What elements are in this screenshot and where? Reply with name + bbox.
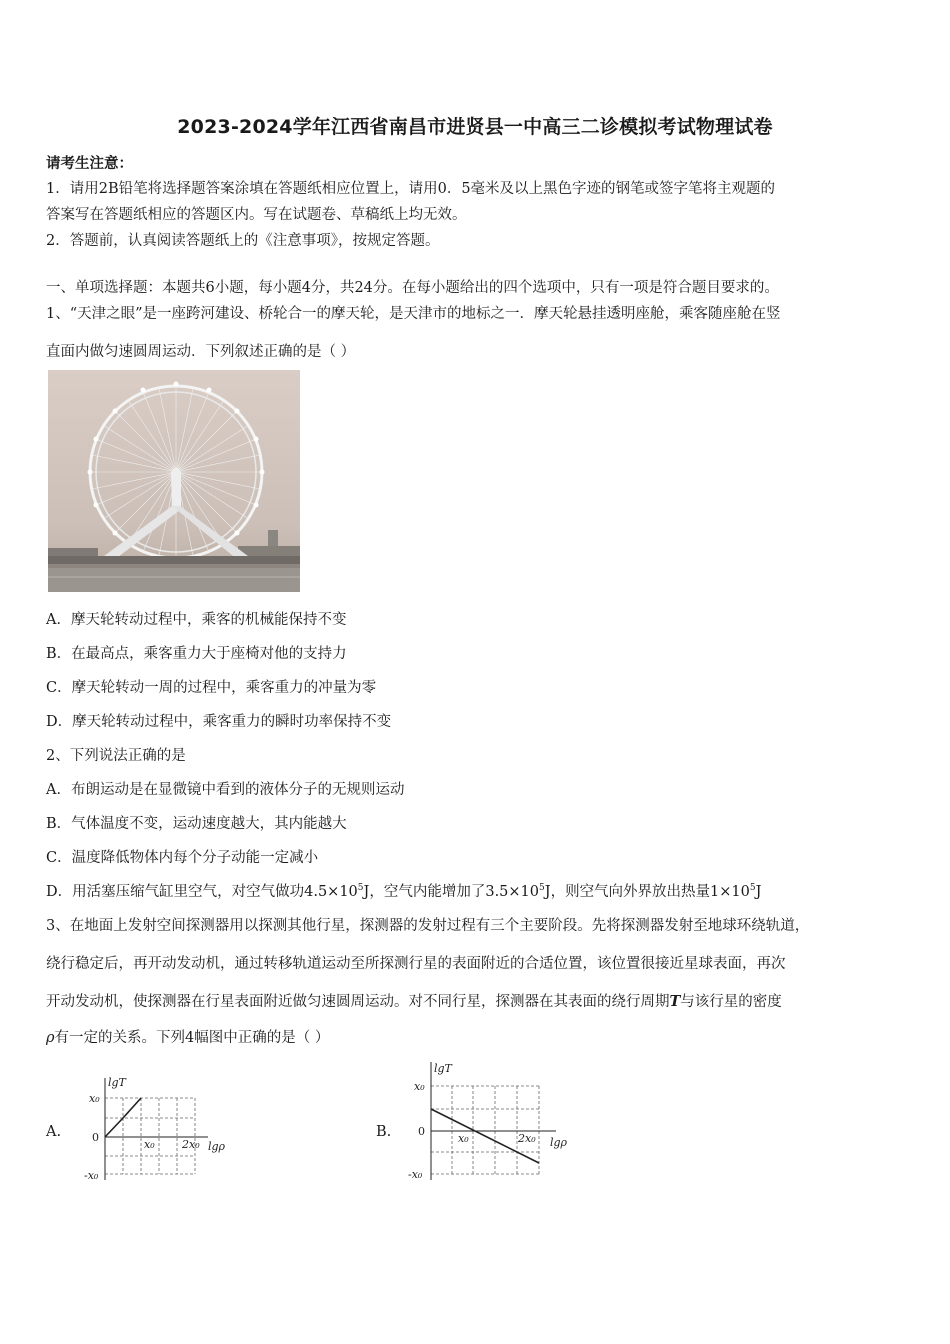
q1-option-d: D．摩天轮转动过程中，乘客重力的瞬时功率保持不变 bbox=[46, 714, 392, 730]
q3-line-3 bbox=[46, 990, 782, 1011]
graph-b-neg-x0: -x₀ bbox=[408, 1168, 423, 1181]
q2-option-d-part3: J，则空气向外界放出热量1×10 bbox=[544, 884, 750, 900]
q3-line-1: 3、在地面上发射空间探测器用以探测其他行星，探测器的发射过程有三个主要阶段。先将探测器发射至地球环绕轨道， bbox=[46, 918, 810, 934]
graph-a-x0: x₀ bbox=[144, 1138, 155, 1151]
q2-option-a: A．布朗运动是在显微镜中看到的液体分子的无规则运动 bbox=[46, 782, 405, 798]
graph-a-x0-tick: x₀ bbox=[89, 1092, 100, 1105]
q3-graph-b bbox=[404, 1056, 584, 1184]
q2-option-d-part1: D．用活塞压缩气缸里空气，对空气做功4.5×10 bbox=[46, 884, 358, 900]
q1-option-a: A．摩天轮转动过程中，乘客的机械能保持不变 bbox=[46, 612, 347, 628]
q3-line-3b: 与该行星的密度 bbox=[680, 994, 782, 1010]
ferris-wheel-photo bbox=[48, 370, 300, 592]
q2-option-d-sup3: 5 bbox=[749, 883, 756, 894]
q2-option-b: B．气体温度不变，运动速度越大，其内能越大 bbox=[46, 816, 347, 832]
q3-symbol-T: T bbox=[669, 993, 681, 1010]
graph-a-neg-x0: -x₀ bbox=[84, 1169, 99, 1182]
notice-heading: 请考生注意： bbox=[46, 155, 133, 172]
graph-b-ylabel: lgT bbox=[434, 1062, 452, 1075]
q1-stem-b: 直面内做匀速圆周运动．下列叙述正确的是（ ） bbox=[46, 344, 356, 360]
page-title: 2023-2024学年江西省南昌市进贤县一中高三二诊模拟考试物理试卷 bbox=[177, 116, 773, 138]
graph-b-x0-tick: x₀ bbox=[414, 1080, 425, 1093]
q2-option-d-sup2: 5 bbox=[539, 883, 545, 894]
q1-option-b: B．在最高点，乘客重力大于座椅对他的支持力 bbox=[46, 646, 347, 662]
q2-option-d bbox=[46, 880, 761, 901]
graph-b-x0: x₀ bbox=[458, 1132, 469, 1145]
q2-option-d-part4: J bbox=[755, 884, 762, 900]
notice-item-1a: 1．请用2B铅笔将选择题答案涂填在答题纸相应位置上，请用0．5毫米及以上黑色字迹的钢笔或签字笔将主观题的 bbox=[46, 181, 776, 197]
q3-line-4 bbox=[46, 1026, 329, 1047]
graph-b-2x0: 2x₀ bbox=[518, 1132, 536, 1145]
graph-a-2x0: 2x₀ bbox=[182, 1138, 200, 1151]
q3-graph-a-label: A. bbox=[46, 1124, 62, 1140]
q2-option-d-sup1: 5 bbox=[357, 883, 364, 894]
q3-line-2: 绕行稳定后，再开动发动机，通过转移轨道运动至所探测行星的表面附近的合适位置，该位置很接近星球表面，再次 bbox=[46, 956, 786, 972]
graph-a-origin: 0 bbox=[92, 1131, 99, 1144]
q2-option-c: C．温度降低物体内每个分子动能一定减小 bbox=[46, 850, 319, 866]
graph-b-xlabel: lgρ bbox=[550, 1136, 568, 1149]
q2-option-d-part2: J，空气内能增加了3.5×10 bbox=[363, 884, 540, 900]
q2-stem: 2、下列说法正确的是 bbox=[46, 748, 186, 764]
section-heading: 一、单项选择题：本题共6小题，每小题4分，共24分。在每小题给出的四个选项中，只有一项是符合题目要求的。 bbox=[46, 280, 779, 296]
graph-a-xlabel: lgρ bbox=[208, 1140, 226, 1153]
notice-item-2: 2．答题前，认真阅读答题纸上的《注意事项》，按规定答题。 bbox=[46, 233, 440, 249]
q1-option-c: C．摩天轮转动一周的过程中，乘客重力的冲量为零 bbox=[46, 680, 377, 696]
graph-b-origin: 0 bbox=[418, 1125, 425, 1138]
q3-symbol-rho: ρ bbox=[46, 1030, 55, 1046]
q3-line-3a: 开动发动机，使探测器在行星表面附近做匀速圆周运动。对不同行星，探测器在其表面的绕行周期 bbox=[46, 994, 670, 1010]
q3-graph-b-label: B. bbox=[376, 1124, 392, 1140]
q1-stem-a: 1、“天津之眼”是一座跨河建设、桥轮合一的摩天轮，是天津市的地标之一．摩天轮悬挂透明座舱，乘客随座舱在竖 bbox=[46, 306, 781, 322]
graph-a-ylabel: lgT bbox=[108, 1076, 126, 1089]
q3-line-4b: 有一定的关系。下列4幅图中正确的是（ ） bbox=[54, 1030, 330, 1046]
q3-graph-a bbox=[80, 1072, 240, 1184]
notice-item-1b: 答案写在答题纸相应的答题区内。写在试题卷、草稿纸上均无效。 bbox=[46, 207, 467, 223]
